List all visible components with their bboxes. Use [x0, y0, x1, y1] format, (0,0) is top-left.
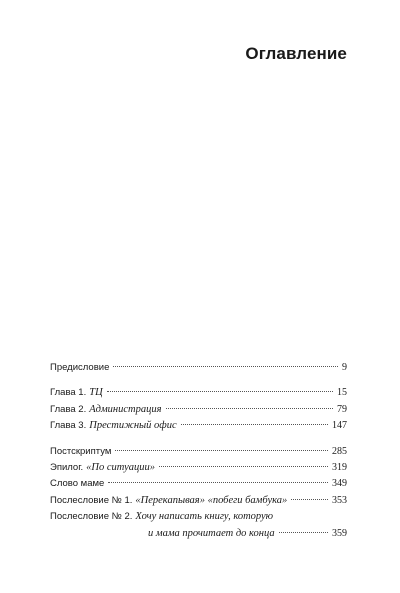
dot-leader	[181, 424, 328, 425]
toc-page-number: 353	[332, 494, 347, 506]
toc-entry-chapter-1	[50, 385, 347, 401]
toc-entry-label: Слово маме	[50, 478, 105, 490]
toc-entry-prefix: Эпилог.	[50, 461, 84, 473]
toc-entry-title: «Перекапывая» «побеги бамбука»	[135, 494, 288, 506]
toc-entry-epilogue	[50, 460, 347, 476]
toc-page-number: 319	[332, 461, 347, 473]
dot-leader	[166, 408, 334, 409]
toc-page-number: 349	[332, 478, 347, 490]
toc-entry-title: Администрация	[89, 403, 162, 415]
toc-entry-label: Постскриптум	[50, 445, 112, 457]
toc-page-number: 79	[337, 403, 347, 415]
toc-entry-afterword-2	[50, 509, 347, 525]
toc-entry-chapter-2	[50, 402, 347, 418]
toc-entry-title: ТЦ	[89, 387, 103, 399]
dot-leader	[115, 450, 328, 451]
toc-page-number: 285	[332, 445, 347, 457]
toc-entry-title: Хочу написать книгу, которую	[135, 511, 274, 523]
page-title: Оглавление	[245, 44, 347, 63]
toc-page-number: 147	[332, 420, 347, 432]
toc-page-number: 359	[332, 527, 347, 539]
toc-page-number: 15	[337, 387, 347, 399]
toc-entry-title: и мама прочитает до конца	[148, 527, 275, 539]
toc-entry-prefix: Глава 1.	[50, 387, 87, 399]
section-gap	[50, 376, 347, 385]
toc-entry-prefix: Глава 3.	[50, 420, 87, 432]
section-gap	[50, 435, 347, 444]
toc-entry-title: «По ситуации»	[86, 461, 156, 473]
toc-entry-prefix: Послесловие № 2.	[50, 511, 133, 523]
toc-entry-title: Престижный офис	[89, 420, 177, 432]
toc-entry-prefix: Глава 2.	[50, 403, 87, 415]
dot-leader	[279, 532, 328, 533]
toc-entry-prefix: Послесловие № 1.	[50, 494, 133, 506]
dot-leader	[113, 366, 338, 367]
toc-entry-preface	[50, 360, 347, 376]
dot-leader	[291, 499, 328, 500]
toc-page-number: 9	[342, 362, 347, 373]
dot-leader	[159, 466, 328, 467]
toc-entry-afterword-2-continued	[50, 526, 347, 542]
toc-entry-label: Предисловие	[50, 362, 110, 373]
table-of-contents	[50, 360, 347, 542]
dot-leader	[108, 482, 328, 483]
toc-entry-postscript	[50, 444, 347, 460]
toc-entry-afterword-1	[50, 493, 347, 509]
toc-entry-chapter-3	[50, 418, 347, 434]
toc-entry-word-to-mother	[50, 476, 347, 492]
dot-leader	[107, 391, 333, 392]
